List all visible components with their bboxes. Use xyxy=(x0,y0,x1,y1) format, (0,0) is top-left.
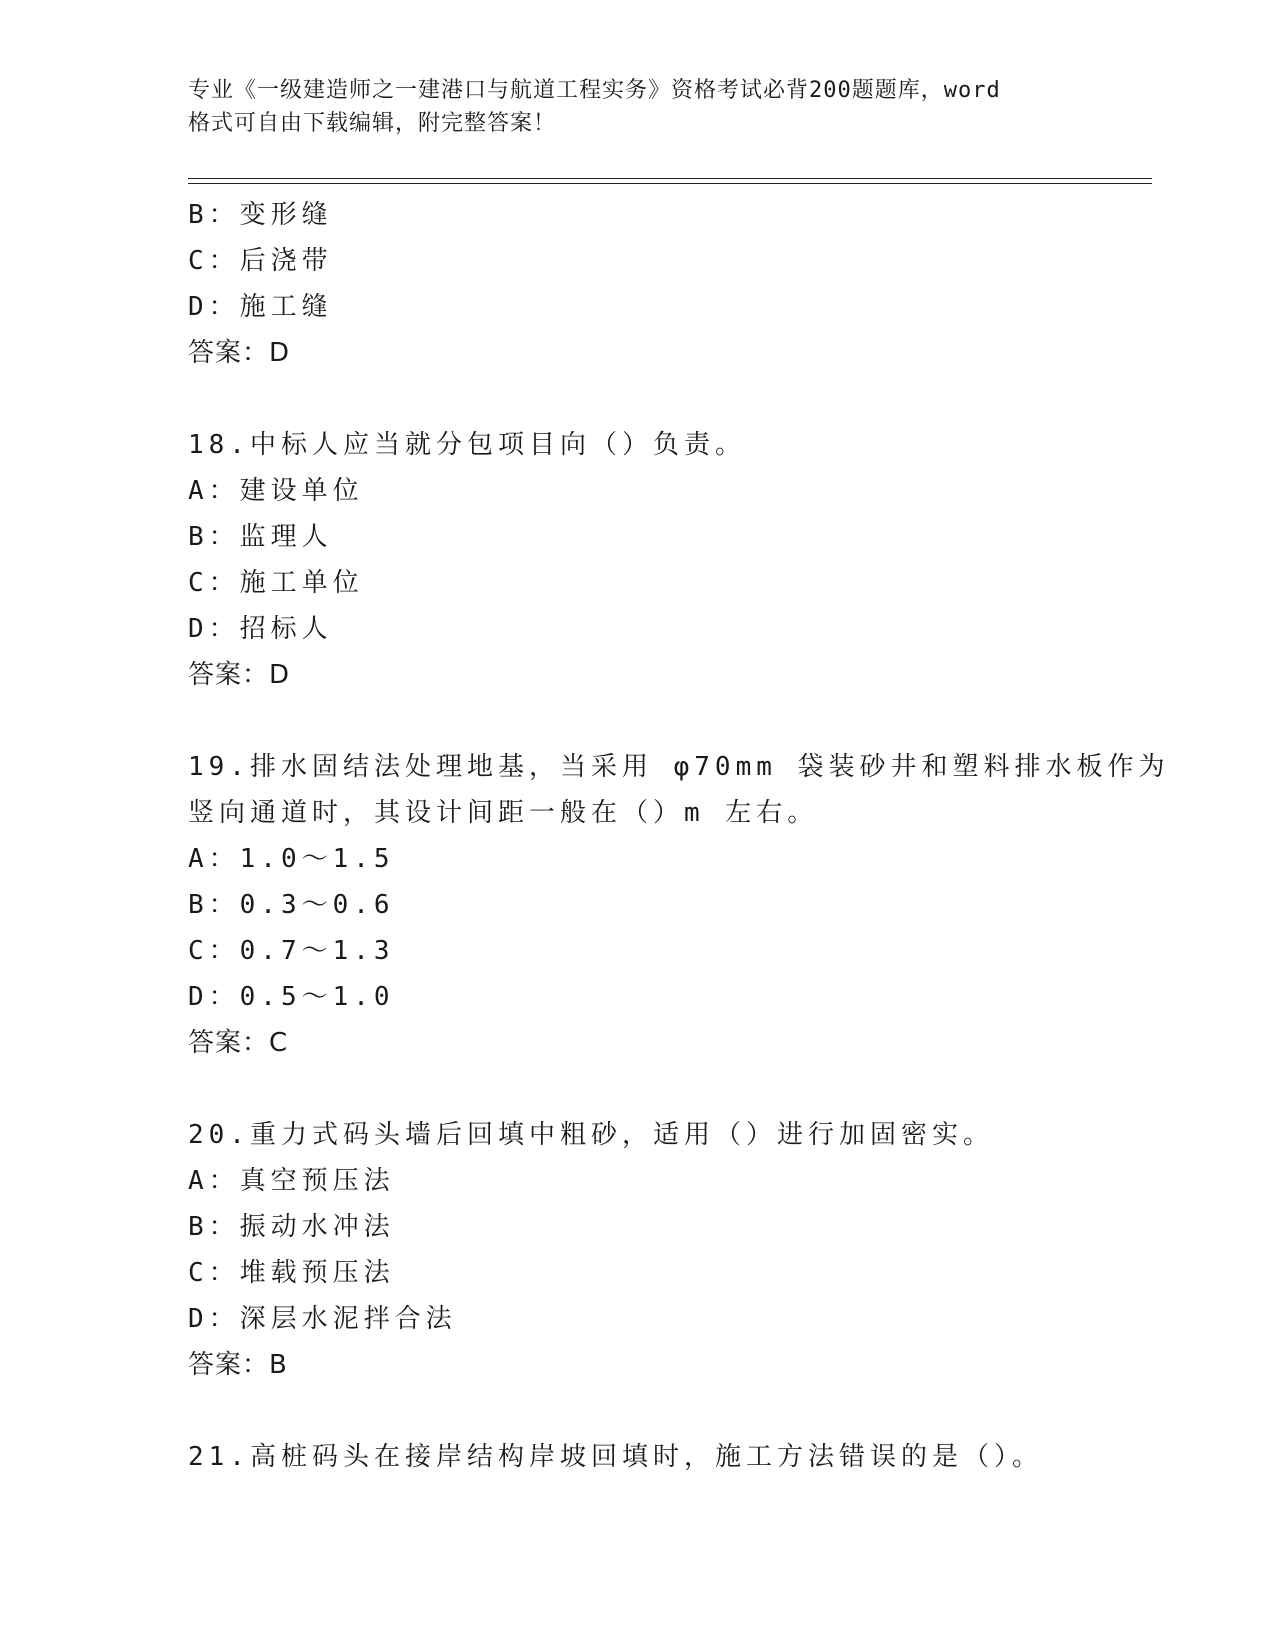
option-a: A：建设单位 xyxy=(188,476,364,506)
answer: 答案：C xyxy=(188,1028,289,1058)
answer: 答案：B xyxy=(188,1350,288,1380)
question-19 xyxy=(188,744,1170,1066)
option-c: C：施工单位 xyxy=(188,568,364,598)
header-line-1: 专业《一级建造师之一建港口与航道工程实务》资格考试必背200题题库，word xyxy=(188,78,1001,103)
option-a: A：1.0～1.5 xyxy=(188,844,395,874)
header-line-2: 格式可自由下载编辑，附完整答案！ xyxy=(188,111,557,136)
option-c: C：0.7～1.3 xyxy=(188,936,395,966)
question-text-line-1: 19.排水固结法处理地基，当采用 φ70mm 袋装砂井和塑料排水板作为 xyxy=(188,752,1170,782)
question-text: 18.中标人应当就分包项目向（）负责。 xyxy=(188,430,746,460)
question-text: 20.重力式码头墙后回填中粗砂，适用（）进行加固密实。 xyxy=(188,1120,994,1150)
question-text: 21.高桩码头在接岸结构岸坡回填时，施工方法错误的是（）。 xyxy=(188,1442,1043,1472)
option-c: C：堆载预压法 xyxy=(188,1258,395,1288)
answer: 答案：D xyxy=(188,660,291,690)
option-d: D：施工缝 xyxy=(188,292,333,322)
question-list xyxy=(188,192,1170,1480)
spacer xyxy=(188,1066,1088,1112)
header-divider-bottom xyxy=(188,183,1152,184)
question-18 xyxy=(188,422,1088,698)
answer: 答案：D xyxy=(188,338,291,368)
option-a: A：真空预压法 xyxy=(188,1166,395,1196)
question-17 xyxy=(188,192,1088,376)
document-header xyxy=(188,74,1068,140)
option-c: C：后浇带 xyxy=(188,246,333,276)
question-text-line-2: 竖向通道时，其设计间距一般在（）m 左右。 xyxy=(188,798,819,828)
option-b: B：监理人 xyxy=(188,522,333,552)
header-divider-top xyxy=(188,178,1152,179)
option-b: B：振动水冲法 xyxy=(188,1212,395,1242)
option-b: B：变形缝 xyxy=(188,200,333,230)
spacer xyxy=(188,1388,1088,1434)
option-d: D：深层水泥拌合法 xyxy=(188,1304,457,1334)
spacer xyxy=(188,698,1088,744)
option-d: D：招标人 xyxy=(188,614,333,644)
option-b: B：0.3～0.6 xyxy=(188,890,395,920)
option-d: D：0.5～1.0 xyxy=(188,982,395,1012)
question-21 xyxy=(188,1434,1088,1480)
spacer xyxy=(188,376,1088,422)
question-20 xyxy=(188,1112,1088,1388)
